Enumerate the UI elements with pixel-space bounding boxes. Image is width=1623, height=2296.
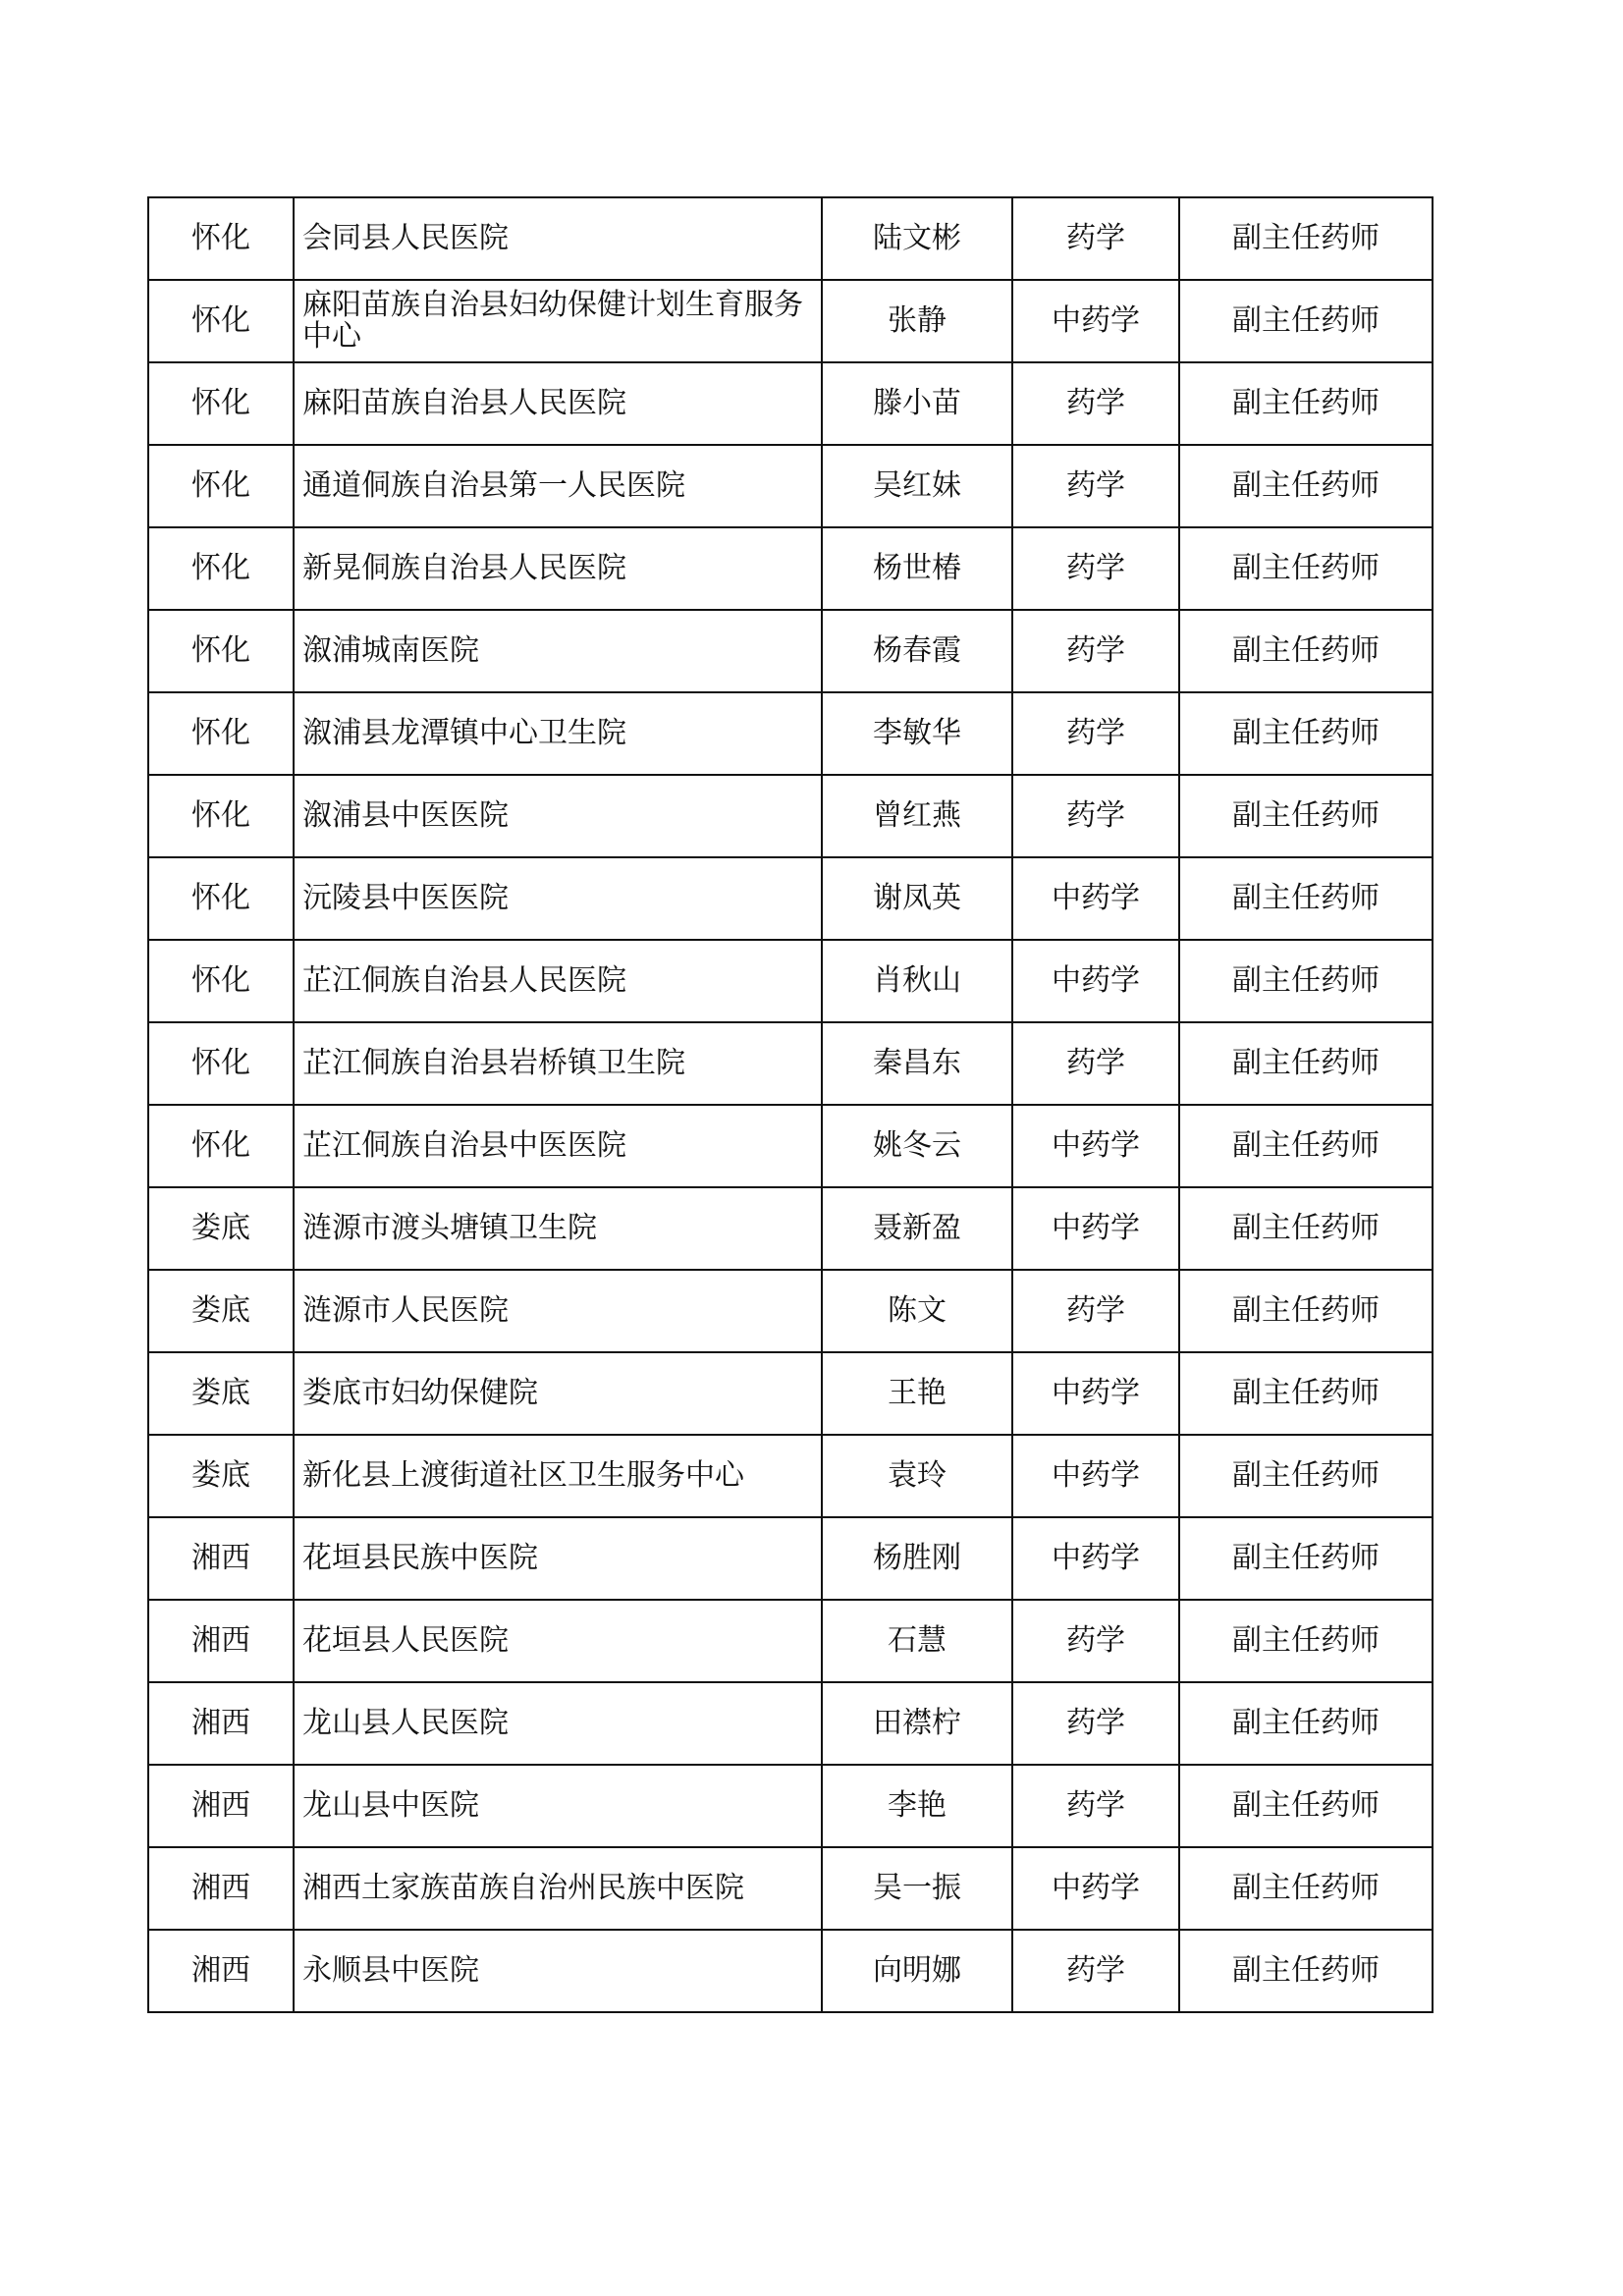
region-cell: 娄底: [148, 1270, 294, 1352]
person-name-cell: 谢凤英: [822, 857, 1012, 940]
title-cell: 副主任药师: [1179, 1105, 1433, 1187]
person-name-cell: 田襟柠: [822, 1682, 1012, 1765]
major-cell: 中药学: [1012, 1435, 1179, 1517]
major-cell: 中药学: [1012, 1352, 1179, 1435]
region-cell: 怀化: [148, 197, 294, 280]
title-cell: 副主任药师: [1179, 1517, 1433, 1600]
table-row: [148, 445, 1433, 527]
person-name-cell: 向明娜: [822, 1930, 1012, 2012]
unit-cell: 溆浦县龙潭镇中心卫生院: [294, 692, 822, 775]
major-cell: 药学: [1012, 1022, 1179, 1105]
table-row: [148, 1352, 1433, 1435]
table-row: [148, 527, 1433, 610]
table-row: [148, 1600, 1433, 1682]
unit-cell: 麻阳苗族自治县妇幼保健计划生育服务中心: [294, 280, 822, 362]
person-name-cell: 王艳: [822, 1352, 1012, 1435]
unit-cell: 通道侗族自治县第一人民医院: [294, 445, 822, 527]
major-cell: 药学: [1012, 610, 1179, 692]
region-cell: 怀化: [148, 1105, 294, 1187]
person-name-cell: 杨胜刚: [822, 1517, 1012, 1600]
region-cell: 怀化: [148, 445, 294, 527]
table-row: [148, 775, 1433, 857]
person-name-cell: 滕小苗: [822, 362, 1012, 445]
region-cell: 怀化: [148, 857, 294, 940]
major-cell: 药学: [1012, 1765, 1179, 1847]
region-cell: 湘西: [148, 1517, 294, 1600]
region-cell: 怀化: [148, 610, 294, 692]
unit-cell: 麻阳苗族自治县人民医院: [294, 362, 822, 445]
title-cell: 副主任药师: [1179, 1930, 1433, 2012]
title-cell: 副主任药师: [1179, 1270, 1433, 1352]
major-cell: 药学: [1012, 527, 1179, 610]
unit-cell: 永顺县中医院: [294, 1930, 822, 2012]
person-name-cell: 陆文彬: [822, 197, 1012, 280]
major-cell: 药学: [1012, 1600, 1179, 1682]
unit-cell: 花垣县人民医院: [294, 1600, 822, 1682]
table-row: [148, 692, 1433, 775]
qualification-table: [147, 196, 1434, 2013]
title-cell: 副主任药师: [1179, 1352, 1433, 1435]
title-cell: 副主任药师: [1179, 1682, 1433, 1765]
unit-cell: 涟源市人民医院: [294, 1270, 822, 1352]
table-row: [148, 940, 1433, 1022]
title-cell: 副主任药师: [1179, 1847, 1433, 1930]
unit-cell: 溆浦县中医医院: [294, 775, 822, 857]
person-name-cell: 杨春霞: [822, 610, 1012, 692]
person-name-cell: 李敏华: [822, 692, 1012, 775]
person-name-cell: 肖秋山: [822, 940, 1012, 1022]
table-row: [148, 280, 1433, 362]
title-cell: 副主任药师: [1179, 1187, 1433, 1270]
table-row: [148, 1187, 1433, 1270]
title-cell: 副主任药师: [1179, 1022, 1433, 1105]
person-name-cell: 秦昌东: [822, 1022, 1012, 1105]
major-cell: 中药学: [1012, 940, 1179, 1022]
unit-cell: 会同县人民医院: [294, 197, 822, 280]
major-cell: 药学: [1012, 362, 1179, 445]
person-name-cell: 杨世椿: [822, 527, 1012, 610]
region-cell: 怀化: [148, 1022, 294, 1105]
unit-cell: 芷江侗族自治县岩桥镇卫生院: [294, 1022, 822, 1105]
unit-cell: 芷江侗族自治县人民医院: [294, 940, 822, 1022]
unit-cell: 溆浦城南医院: [294, 610, 822, 692]
person-name-cell: 吴红妹: [822, 445, 1012, 527]
title-cell: 副主任药师: [1179, 857, 1433, 940]
region-cell: 怀化: [148, 362, 294, 445]
region-cell: 怀化: [148, 692, 294, 775]
table-row: [148, 857, 1433, 940]
table-row: [148, 610, 1433, 692]
title-cell: 副主任药师: [1179, 280, 1433, 362]
major-cell: 药学: [1012, 445, 1179, 527]
major-cell: 中药学: [1012, 280, 1179, 362]
major-cell: 药学: [1012, 692, 1179, 775]
major-cell: 中药学: [1012, 1847, 1179, 1930]
table-row: [148, 1435, 1433, 1517]
title-cell: 副主任药师: [1179, 197, 1433, 280]
unit-cell: 芷江侗族自治县中医医院: [294, 1105, 822, 1187]
unit-cell: 新化县上渡街道社区卫生服务中心: [294, 1435, 822, 1517]
major-cell: 中药学: [1012, 857, 1179, 940]
region-cell: 湘西: [148, 1682, 294, 1765]
title-cell: 副主任药师: [1179, 692, 1433, 775]
region-cell: 怀化: [148, 280, 294, 362]
region-cell: 娄底: [148, 1187, 294, 1270]
person-name-cell: 张静: [822, 280, 1012, 362]
person-name-cell: 李艳: [822, 1765, 1012, 1847]
region-cell: 湘西: [148, 1765, 294, 1847]
region-cell: 怀化: [148, 940, 294, 1022]
title-cell: 副主任药师: [1179, 940, 1433, 1022]
title-cell: 副主任药师: [1179, 362, 1433, 445]
unit-cell: 湘西土家族苗族自治州民族中医院: [294, 1847, 822, 1930]
major-cell: 药学: [1012, 775, 1179, 857]
title-cell: 副主任药师: [1179, 445, 1433, 527]
region-cell: 怀化: [148, 775, 294, 857]
table-row: [148, 1847, 1433, 1930]
table-row: [148, 1930, 1433, 2012]
region-cell: 怀化: [148, 527, 294, 610]
major-cell: 药学: [1012, 1930, 1179, 2012]
title-cell: 副主任药师: [1179, 1765, 1433, 1847]
title-cell: 副主任药师: [1179, 1600, 1433, 1682]
unit-cell: 龙山县人民医院: [294, 1682, 822, 1765]
major-cell: 药学: [1012, 1682, 1179, 1765]
table-row: [148, 1765, 1433, 1847]
title-cell: 副主任药师: [1179, 610, 1433, 692]
region-cell: 湘西: [148, 1847, 294, 1930]
major-cell: 药学: [1012, 1270, 1179, 1352]
table-row: [148, 1022, 1433, 1105]
unit-cell: 沅陵县中医医院: [294, 857, 822, 940]
person-name-cell: 聂新盈: [822, 1187, 1012, 1270]
person-name-cell: 陈文: [822, 1270, 1012, 1352]
region-cell: 娄底: [148, 1352, 294, 1435]
major-cell: 药学: [1012, 197, 1179, 280]
unit-cell: 花垣县民族中医院: [294, 1517, 822, 1600]
table-row: [148, 362, 1433, 445]
region-cell: 娄底: [148, 1435, 294, 1517]
region-cell: 湘西: [148, 1930, 294, 2012]
person-name-cell: 曾红燕: [822, 775, 1012, 857]
table-row: [148, 1105, 1433, 1187]
table-row: [148, 1517, 1433, 1600]
table-row: [148, 197, 1433, 280]
person-name-cell: 吴一振: [822, 1847, 1012, 1930]
unit-cell: 龙山县中医院: [294, 1765, 822, 1847]
title-cell: 副主任药师: [1179, 527, 1433, 610]
title-cell: 副主任药师: [1179, 775, 1433, 857]
title-cell: 副主任药师: [1179, 1435, 1433, 1517]
table-body: [148, 197, 1433, 2012]
person-name-cell: 姚冬云: [822, 1105, 1012, 1187]
unit-cell: 涟源市渡头塘镇卫生院: [294, 1187, 822, 1270]
table-row: [148, 1682, 1433, 1765]
unit-cell: 娄底市妇幼保健院: [294, 1352, 822, 1435]
region-cell: 湘西: [148, 1600, 294, 1682]
person-name-cell: 袁玲: [822, 1435, 1012, 1517]
major-cell: 中药学: [1012, 1187, 1179, 1270]
major-cell: 中药学: [1012, 1517, 1179, 1600]
unit-cell: 新晃侗族自治县人民医院: [294, 527, 822, 610]
table-row: [148, 1270, 1433, 1352]
person-name-cell: 石慧: [822, 1600, 1012, 1682]
major-cell: 中药学: [1012, 1105, 1179, 1187]
